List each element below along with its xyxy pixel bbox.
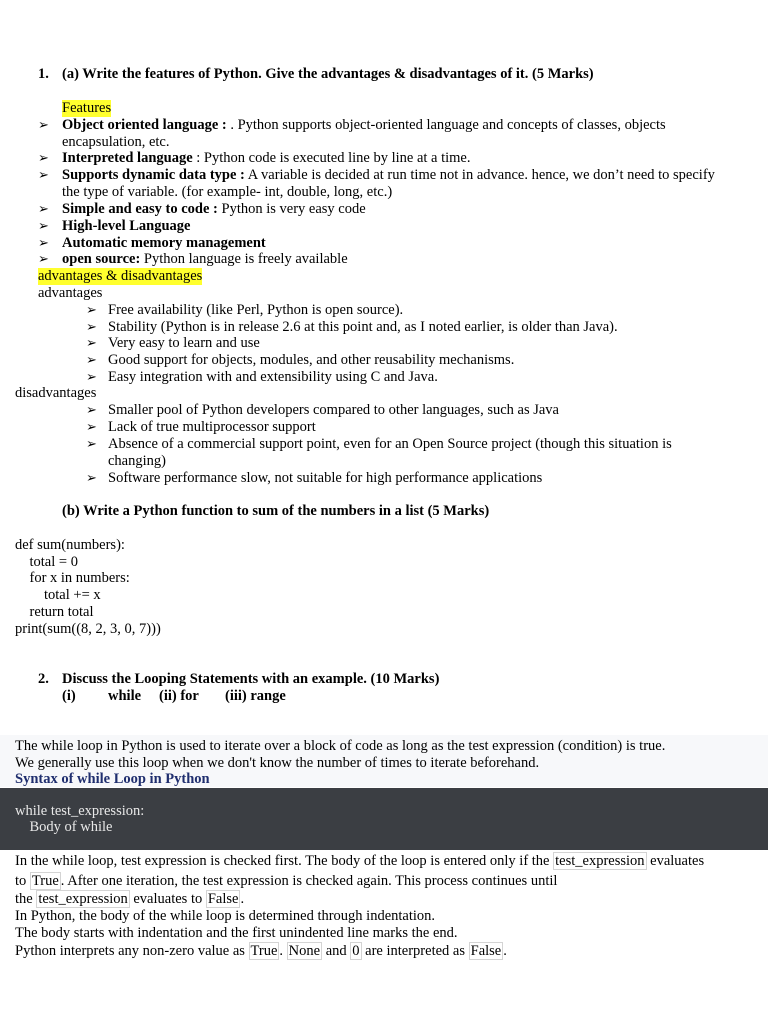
adv-disadv-label: advantages & disadvantages [38,268,203,284]
feature-item: Automatic memory management [62,235,266,251]
q2-sub-i: (i) [62,688,76,704]
arrow-bullet-icon: ➢ [86,470,97,485]
code-line: print(sum((8, 2, 3, 0, 7))) [15,621,161,637]
para-line: Python interprets any non-zero value as True . None and 0 are interpreted as False . [15,943,507,959]
disadvantage-item: Lack of true multiprocessor support [108,419,316,435]
arrow-bullet-icon: ➢ [38,218,49,233]
para-line: to True . After one iteration, the test expression is checked again. This process continues until [15,873,558,889]
arrow-bullet-icon: ➢ [86,402,97,417]
inline-code: None [288,943,321,959]
arrow-bullet-icon: ➢ [38,117,49,132]
disadvantage-item: Absence of a commercial support point, even for an Open Source project (though this situation is [108,436,672,452]
advantage-item: Stability (Python is in release 2.6 at this point and, as I noted earlier, is older than Java). [108,319,618,335]
para-line: In Python, the body of the while loop is determined through indentation. [15,908,436,924]
part-b-heading: (b) Write a Python function to sum of the numbers in a list (5 Marks) [62,503,490,519]
q2-number: 2. [38,671,49,687]
feature-item: Interpreted language : Python code is executed line by line at a time. [62,150,471,166]
advantage-item: Good support for objects, modules, and other reusability mechanisms. [108,352,515,368]
inline-code: 0 [352,943,360,959]
intro-line: We generally use this loop when we don't know the number of times to iterate beforehand. [15,755,540,771]
inline-code: test_expression [555,853,645,869]
para-line: In the while loop, test expression is checked first. The body of the loop is entered only if the test_expression evaluates [15,853,705,869]
arrow-bullet-icon: ➢ [86,436,97,451]
q2-sub-range: (iii) range [225,688,286,704]
arrow-bullet-icon: ➢ [86,369,97,384]
disadvantage-item: Smaller pool of Python developers compared to other languages, such as Java [108,402,559,418]
feature-item: Simple and easy to code : Python is very easy code [62,201,366,217]
feature-item: open source: Python language is freely available [62,251,348,267]
feature-item-cont: the type of variable. (for example- int, double, long, etc.) [62,184,393,200]
para-line: The body starts with indentation and the first unindented line marks the end. [15,925,458,941]
syntax-title: Syntax of while Loop in Python [15,771,210,787]
syntax-code-block [0,788,768,850]
advantage-item: Free availability (like Perl, Python is open source). [108,302,404,318]
intro-line: The while loop in Python is used to iterate over a block of code as long as the test expression (condition) is true. [15,738,666,754]
arrow-bullet-icon: ➢ [38,235,49,250]
advantage-item: Easy integration with and extensibility using C and Java. [108,369,438,385]
advantages-label: advantages [38,285,103,301]
arrow-bullet-icon: ➢ [86,352,97,367]
syntax-code-line: Body of while [15,819,113,835]
inline-code: False [207,891,239,907]
arrow-bullet-icon: ➢ [86,302,97,317]
feature-item: Object oriented language : . Python supports object-oriented language and concepts of classes, objects [62,117,666,133]
q2-sub-for: (ii) for [159,688,199,704]
code-line: return total [15,604,94,620]
advantage-item: Very easy to learn and use [108,335,260,351]
feature-item-cont: encapsulation, etc. [62,134,170,150]
feature-item: High-level Language [62,218,191,234]
syntax-code-line: while test_expression: [15,803,145,819]
inline-code: True [31,873,59,889]
disadvantages-label: disadvantages [15,385,97,401]
disadvantage-item: Software performance slow, not suitable for high performance applications [108,470,543,486]
q1-heading: (a) Write the features of Python. Give the advantages & disadvantages of it. (5 Marks) [62,66,594,82]
arrow-bullet-icon: ➢ [86,419,97,434]
arrow-bullet-icon: ➢ [38,150,49,165]
inline-code: test_expression [38,891,128,907]
feature-item: Supports dynamic data type : A variable is decided at run time not in advance. hence, we don’t need to specify [62,167,715,183]
arrow-bullet-icon: ➢ [86,335,97,350]
disadvantage-item-cont: changing) [108,453,166,469]
code-line: for x in numbers: [15,570,130,586]
arrow-bullet-icon: ➢ [38,201,49,216]
para-line: the test_expression evaluates to False . [15,891,245,907]
arrow-bullet-icon: ➢ [86,319,97,334]
features-label: Features [62,100,112,116]
q2-heading: Discuss the Looping Statements with an example. (10 Marks) [62,671,440,687]
code-line: def sum(numbers): [15,537,125,553]
q1-number: 1. [38,66,49,82]
arrow-bullet-icon: ➢ [38,251,49,266]
arrow-bullet-icon: ➢ [38,167,49,182]
code-line: total = 0 [15,554,78,570]
inline-code: True [250,943,278,959]
code-line: total += x [15,587,101,603]
inline-code: False [470,943,502,959]
q2-sub-while: while [108,688,142,704]
